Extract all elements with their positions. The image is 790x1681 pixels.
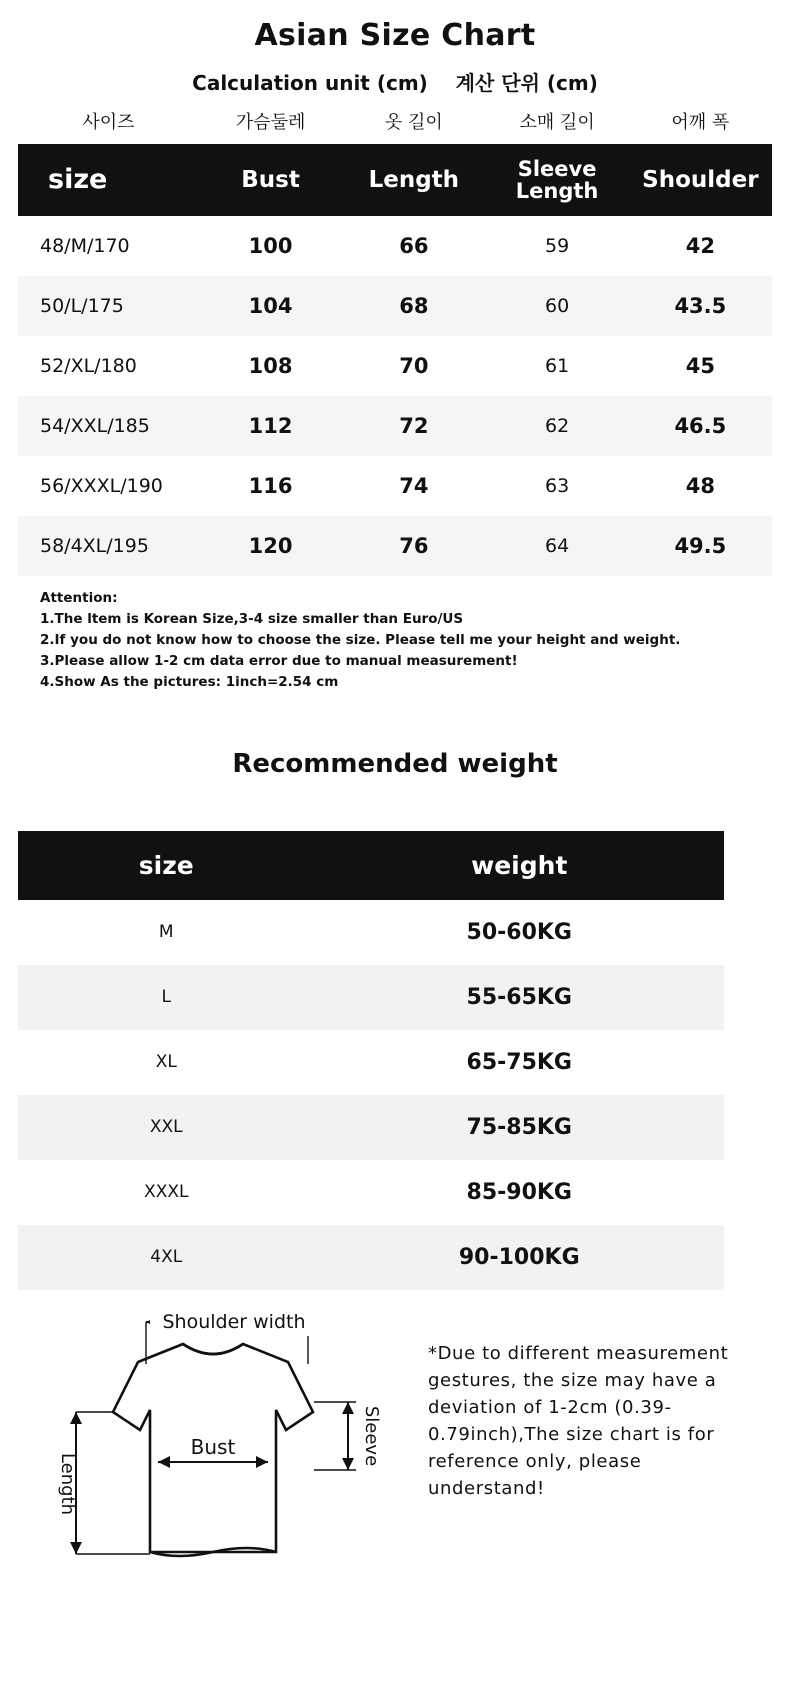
cell-length: 72 <box>342 396 485 456</box>
korean-column-headers <box>0 96 790 134</box>
cell-size: 48/M/170 <box>18 216 199 276</box>
attention-heading: Attention: <box>40 590 118 607</box>
cell-bust: 108 <box>199 336 342 396</box>
tshirt-diagram <box>18 1302 408 1564</box>
sleeve-arrow-top <box>342 1402 354 1414</box>
cell-sleeve: 60 <box>485 276 628 336</box>
cell-sleeve: 62 <box>485 396 628 456</box>
length-label: Length <box>57 1452 78 1515</box>
attention-line-1: 1.The ltem is Korean Size,3-4 size smaller than Euro/US <box>40 611 464 628</box>
col-header-sleeve-length: Sleeve Length <box>485 144 628 216</box>
table-header-row <box>18 144 772 216</box>
cell-bust: 100 <box>199 216 342 276</box>
attention-line-2: 2.If you do not know how to choose the size. Please tell me your height and weight. <box>40 631 681 648</box>
deviation-note: *Due to different measurement gestures, the size may have a deviation of 1-2cm (0.39-0.79inch),The size chart is for reference only, please understand! <box>428 1342 729 1499</box>
table-row <box>18 965 724 1030</box>
collar-line <box>183 1344 243 1354</box>
cell-length: 66 <box>342 216 485 276</box>
cell-size: 58/4XL/195 <box>18 516 199 576</box>
cell-size: 50/L/175 <box>18 276 199 336</box>
table-row <box>18 1030 724 1095</box>
measurement-illustration-section <box>0 1302 790 1564</box>
korean-header-size: 사이즈 <box>82 112 135 133</box>
col-header-weight: weight <box>315 831 724 900</box>
korean-header-sleeve: 소매 길이 <box>519 112 595 133</box>
korean-header-length: 옷 길이 <box>384 112 443 133</box>
table-row <box>18 396 772 456</box>
table-row <box>18 456 772 516</box>
recommended-weight-table <box>18 831 724 1290</box>
cell-shoulder: 48 <box>629 456 772 516</box>
cell-length: 76 <box>342 516 485 576</box>
attention-line-4: 4.Show As the pictures: 1inch=2.54 cm <box>40 673 339 690</box>
attention-block <box>40 588 772 693</box>
table-row <box>18 1225 724 1290</box>
cell-size: 56/XXXL/190 <box>18 456 199 516</box>
table-row <box>18 900 724 965</box>
col-header-bust: Bust <box>199 144 342 216</box>
length-arrow-bottom <box>70 1542 82 1554</box>
cell-weight: 90-100KG <box>315 1225 724 1290</box>
attention-line-3: 3.Please allow 1-2 cm data error due to manual measurement! <box>40 652 518 669</box>
sleeve-arrow-bottom <box>342 1458 354 1470</box>
bust-arrow-left <box>158 1456 170 1468</box>
cell-bust: 104 <box>199 276 342 336</box>
cell-sleeve: 59 <box>485 216 628 276</box>
col-header-length: Length <box>342 144 485 216</box>
table-row <box>18 516 772 576</box>
subtitle-english: Calculation unit (cm) <box>192 71 428 95</box>
cell-length: 68 <box>342 276 485 336</box>
cell-size: XXXL <box>18 1160 315 1225</box>
page-title: Asian Size Chart <box>254 18 536 53</box>
col-header-shoulder: Shoulder <box>629 144 772 216</box>
tshirt-measurement-svg <box>18 1302 408 1564</box>
table-row <box>18 276 772 336</box>
cell-weight: 85-90KG <box>315 1160 724 1225</box>
cell-shoulder: 45 <box>629 336 772 396</box>
cell-shoulder: 46.5 <box>629 396 772 456</box>
cell-bust: 120 <box>199 516 342 576</box>
table-row <box>18 1095 724 1160</box>
cell-shoulder: 42 <box>629 216 772 276</box>
cell-size: XXL <box>18 1095 315 1160</box>
cell-size: L <box>18 965 315 1030</box>
cell-size: 52/XL/180 <box>18 336 199 396</box>
shoulder-width-label: Shoulder width <box>162 1310 306 1333</box>
weight-header-row <box>18 831 724 900</box>
bust-label: Bust <box>190 1434 236 1459</box>
korean-header-bust: 가슴둘레 <box>235 112 306 133</box>
cell-weight: 75-85KG <box>315 1095 724 1160</box>
cell-length: 70 <box>342 336 485 396</box>
col-header-size: size <box>18 831 315 900</box>
table-row <box>18 336 772 396</box>
col-header-size: size <box>18 144 199 216</box>
sleeve-label: Sleeve <box>361 1405 382 1466</box>
cell-sleeve: 64 <box>485 516 628 576</box>
bust-arrow-right <box>256 1456 268 1468</box>
recommended-weight-title: Recommended weight <box>232 748 558 779</box>
table-row <box>18 216 772 276</box>
cell-size: 4XL <box>18 1225 315 1290</box>
cell-weight: 50-60KG <box>315 900 724 965</box>
size-chart-table <box>18 144 772 576</box>
cell-size: XL <box>18 1030 315 1095</box>
cell-sleeve: 61 <box>485 336 628 396</box>
cell-shoulder: 43.5 <box>629 276 772 336</box>
table-row <box>18 1160 724 1225</box>
subtitle-korean: 계산 단위 (cm) <box>455 71 598 95</box>
cell-length: 74 <box>342 456 485 516</box>
cell-weight: 55-65KG <box>315 965 724 1030</box>
length-arrow-top <box>70 1412 82 1424</box>
calculation-unit-subtitle <box>0 53 790 96</box>
cell-bust: 116 <box>199 456 342 516</box>
cell-bust: 112 <box>199 396 342 456</box>
cell-weight: 65-75KG <box>315 1030 724 1095</box>
cell-size: M <box>18 900 315 965</box>
cell-sleeve: 63 <box>485 456 628 516</box>
cell-shoulder: 49.5 <box>629 516 772 576</box>
cell-size: 54/XXL/185 <box>18 396 199 456</box>
korean-header-shoulder: 어깨 폭 <box>671 112 730 133</box>
